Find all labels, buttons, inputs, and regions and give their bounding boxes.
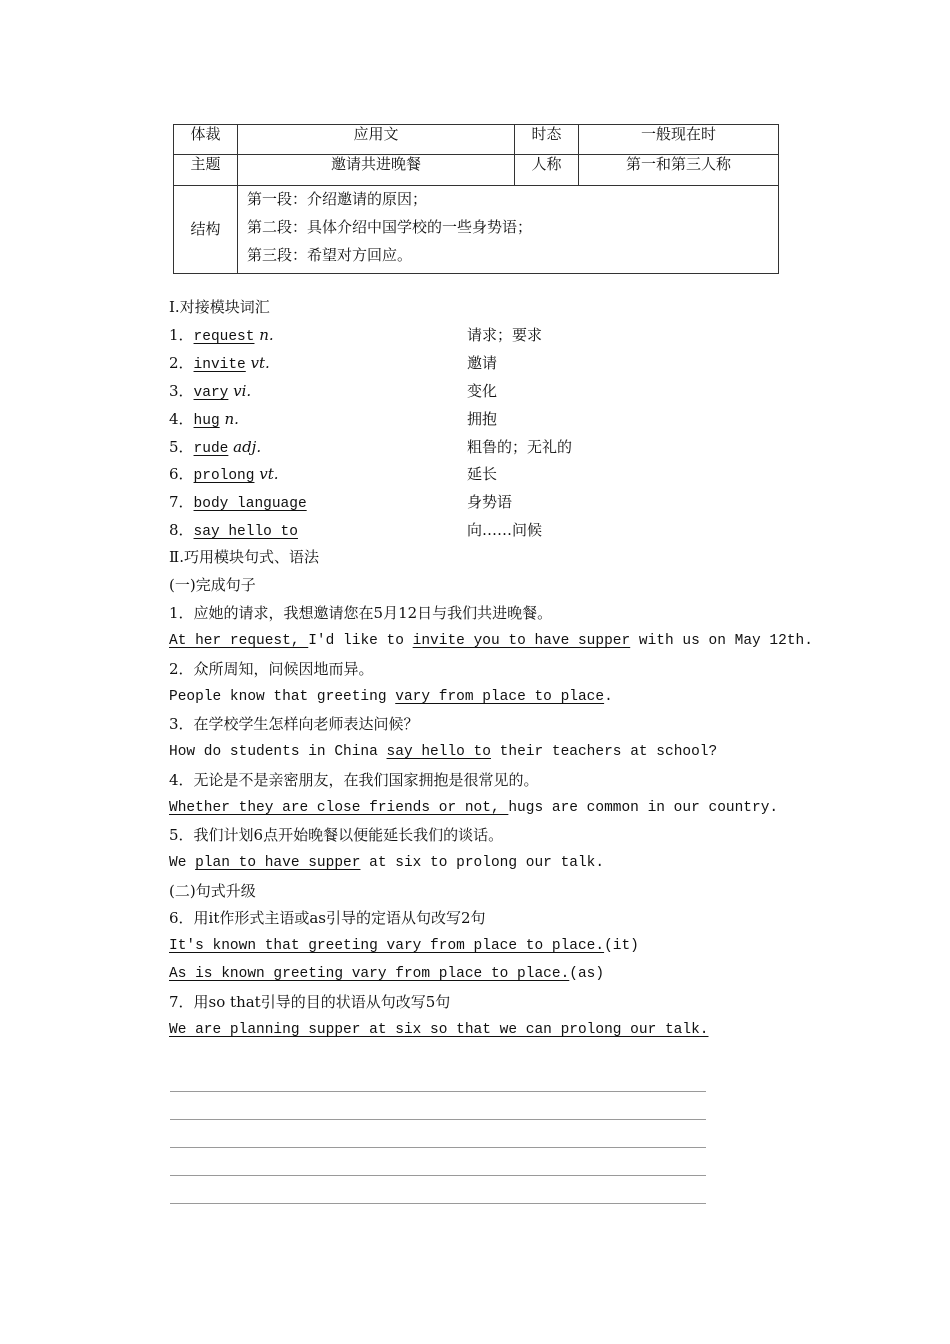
- blank-writing-line: [170, 1147, 706, 1148]
- question-zh: 2．众所周知，问候因地而异。: [169, 660, 374, 678]
- vocab-meaning: 拥抱: [467, 410, 498, 428]
- question-zh: 3．在学校学生怎样向老师表达问候？: [169, 715, 419, 733]
- answer-line: People know that greeting vary from place to place.: [169, 689, 613, 705]
- summary-table: [173, 124, 779, 274]
- genre-label: 体裁: [174, 125, 238, 155]
- question-zh: 4．无论是不是亲密朋友，在我们国家拥抱是很常见的。: [169, 771, 539, 789]
- vocab-item: 2．invite vt.: [169, 354, 270, 373]
- subsection-heading: (一)完成句子: [169, 576, 256, 594]
- vocab-meaning: 延长: [467, 465, 498, 483]
- blank-writing-line: [170, 1175, 706, 1176]
- question-zh: 5．我们计划6点开始晚餐以便能延长我们的谈话。: [169, 826, 504, 844]
- person-value: 第一和第三人称: [579, 155, 779, 186]
- answer-line: At her request, I'd like to invite you to have supper with us on May 12th.: [169, 633, 813, 649]
- answer-line: Whether they are close friends or not, hugs are common in our country.: [169, 800, 779, 816]
- structure-line: 第二段：具体介绍中国学校的一些身势语；: [247, 218, 533, 236]
- subsection-heading: (二)句式升级: [169, 882, 256, 900]
- genre-value: 应用文: [238, 125, 515, 155]
- vocab-item: 1．request n.: [169, 326, 274, 345]
- structure-line: 第三段：希望对方回应。: [247, 246, 413, 264]
- question-zh: 6．用it作形式主语或as引导的定语从句改写2句: [169, 909, 486, 927]
- tense-value: 一般现在时: [579, 125, 779, 155]
- vocab-item: 6．prolong vt.: [169, 465, 279, 484]
- tense-label: 时态: [515, 125, 579, 155]
- vocab-meaning: 粗鲁的；无礼的: [467, 438, 573, 456]
- vocab-item: 4．hug n.: [169, 410, 239, 429]
- structure-label: 结构: [174, 186, 238, 274]
- blank-writing-line: [170, 1119, 706, 1120]
- question-zh: 1．应她的请求，我想邀请您在5月12日与我们共进晚餐。: [169, 604, 553, 622]
- question-zh: 7．用so that引导的目的状语从句改写5句: [169, 993, 451, 1011]
- answer-line: How do students in China say hello to their teachers at school?: [169, 744, 718, 760]
- person-label: 人称: [515, 155, 579, 186]
- vocab-meaning: 请求；要求: [467, 326, 543, 344]
- vocab-item: 5．rude adj.: [169, 438, 262, 457]
- answer-line: We plan to have supper at six to prolong our talk.: [169, 855, 605, 871]
- answer-line: As is known greeting vary from place to place.(as): [169, 966, 605, 982]
- structure-content: [238, 186, 779, 274]
- vocab-meaning: 向……问候: [467, 521, 543, 539]
- vocab-item: 3．vary vi.: [169, 382, 252, 401]
- vocab-item: 7．body language: [169, 493, 307, 512]
- topic-value: 邀请共进晚餐: [238, 155, 515, 186]
- topic-label: 主题: [174, 155, 238, 186]
- vocab-meaning: 身势语: [467, 493, 513, 511]
- vocab-item: 8．say hello to: [169, 521, 298, 540]
- vocab-meaning: 变化: [467, 382, 498, 400]
- structure-line: 第一段：介绍邀请的原因；: [247, 190, 428, 208]
- section1-heading: Ⅰ.对接模块词汇: [169, 298, 270, 316]
- blank-writing-line: [170, 1203, 706, 1204]
- answer-line: We are planning supper at six so that we can prolong our talk.: [169, 1022, 709, 1038]
- blank-writing-line: [170, 1091, 706, 1092]
- vocab-meaning: 邀请: [467, 354, 498, 372]
- answer-line: It's known that greeting vary from place to place.(it): [169, 938, 639, 954]
- section2-heading: Ⅱ.巧用模块句式、语法: [169, 548, 319, 566]
